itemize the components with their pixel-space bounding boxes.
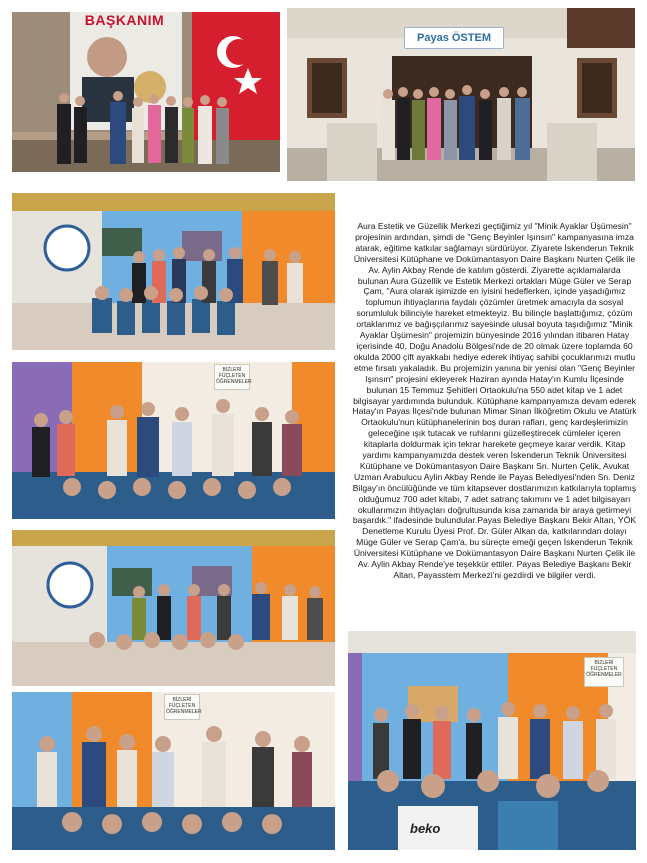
classroom-3-image	[12, 530, 335, 686]
banner-text: BAŞKANIM	[84, 12, 165, 28]
classroom-5-wall-card: BİZLERİ FÜÇLETEN ÖĞRENMELER	[584, 657, 624, 687]
article-body: Aura Estetik ve Güzellik Merkezi geçtiğimiz yıl "Minik Ayaklar Üşümesin" projesinin ardından, şimdi de "Genç Beyinler Işınsın" kampanyasına imza atarak, eğitime katkılar sağlamayı sürdürüyor. Ziyarete İskenderun Teknik Üniversitesi Kütüphane ve Dokümantasyon Daire Başkanı Nurten Çelik ile Av. Aylin Akbay Rende de katılım gösterdi. Ziyarette açıklamalarda bulunan Aura Güzellik ve Estetik Merkezi ortakları Müge Güler ve Serap Çam, "Aura olarak işimizde en iyisini hedeflerken, içinde yaşadığımız toplumun ihtiyaçlarına faydalı çözümler üretmek amacıyla da sosyal sorumluluk bilinciyle hareket etmekteyiz. Bu bilinçle başlattığımız, çözüm ortaklarımız ve bağışçılarımız sayesinde ulusal boyuta taşıdığımız "Minik Ayaklar Üşümesin" projemizin bünyesinde 2016 yılından itibaren Hatay içerisinde 40, Doğu Anadolu Bölgesi'nde de 20 olmak üzere toplamda 60 okulda 2000 çift ayakkabı hediye ederek ihtiyaç sahibi çocuklarımızı mutlu etme fırsatı yakaladık. Bu projemizin yanına bir yenisi olan "Genç Beyinler Işınsın" projesini ekleyerek Haziran ayında Hatay'ın Kumlu İlçesinde bulunan 15 Temmuz Şehitleri Ortaokulu'na 550 adet kitap ve 1 adet bilgisayar yardımında bulunduk. Kütüphane kampanyamıza devam ederek Hatay'ın Payas İlçesi'nde bulunan Mimar Sinan İlköğretim Okulu ve Atatürk Ortaokulu'nun kütüphanelerinin boş duran rafları, genç kardeşlerimizin geleceğine ışık tutacak ve ruhlarını güzelleştirecek cümleler içeren kitaplarla doldurmak için tekrar harekete geçmeye karar verdik. Kitap yardımı kampanyamızda destek veren İskenderun Teknik Üniversitesi Kütüphane ve Dokümantasyon Daire Başkanı Sn. Nurten Çelik, Avukat Uzman Arabulucu Aylin Akbay Rende ile Payas Belediyesi'nden Sn. Deniz Bilgay'ın öncülüğünde ve tüm kitapsever dostlarımızın katkılarıyla toplamış olduğumuz 700 adet kitabı, 7 adet satranç takımını ve 1 adet bilgisayarı okullarımızın ihtiyaçları doğrultusunda kısa zamanda bir araya getirmeyi başardık." ifadesinde bulundular.Payas Belediye Başkanı Bekir Altan, YÖK Denetleme Kurulu Üyesi Prof. Dr. Güler Alkan da, katkılarından dolayı Müge Güler ve Serap Çam'a, bu süreçte emeği geçen İskenderun Teknik Üniversitesi Kütüphane ve Dokümantasyon Daire Başkanı Nurten Çelik ile Av. Aylin Akbay Rende'ye teşekkür ettiler. Payas Belediye Başkanı Bekir Altan, Payasstem Merkezi'ni gezdirdi ve bilgiler verdi.	[352, 221, 637, 580]
photo-classroom-5	[348, 631, 636, 850]
classroom-1-image	[12, 193, 335, 350]
classroom-2-image	[12, 362, 335, 519]
classroom-2-wall-card: BİZLERİ FÜÇLETEN ÖĞRENMELER	[214, 364, 250, 390]
group-banner-image	[12, 12, 280, 172]
building-sign: Payas ÖSTEM	[404, 27, 504, 49]
photo-classroom-2	[12, 362, 335, 519]
photo-classroom-1	[12, 193, 335, 350]
classroom-4-wall-card: BİZLERİ FÜÇLETEN ÖĞRENMELER	[164, 694, 200, 720]
shirt-logo-text: beko	[410, 821, 441, 836]
photo-group-banner	[12, 12, 280, 172]
photo-classroom-4	[12, 692, 335, 850]
photo-classroom-3	[12, 530, 335, 686]
photo-group-building	[287, 8, 635, 181]
